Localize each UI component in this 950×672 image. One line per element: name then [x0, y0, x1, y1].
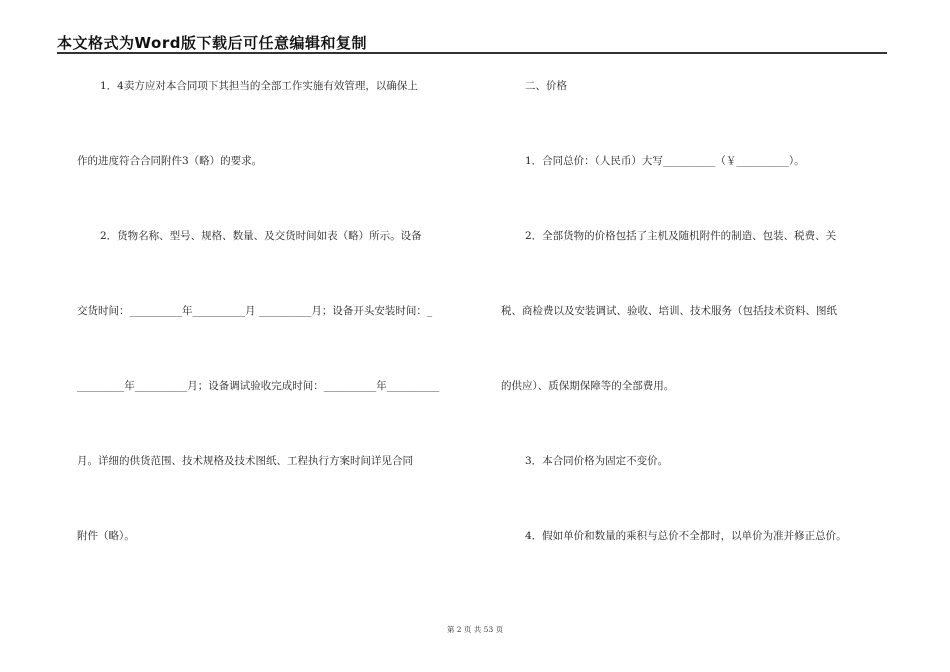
left-line-2: 作的进度符合合同附件3（略）的要求。 — [77, 155, 263, 167]
left-line-4: 交货时间：__________年__________月 __________月；设备开头安装时间：_ — [77, 305, 433, 317]
right-line-1: 二、价格 — [525, 80, 567, 92]
left-line-7: 附件（略）。 — [77, 530, 135, 542]
document-header-title: 本文格式为Word版下载后可任意编辑和复制 — [57, 34, 367, 52]
page-number: 第 2 页 共 53 页 — [446, 625, 504, 634]
right-line-2: 1．合同总价：（人民币）大写__________（￥__________）。 — [525, 155, 805, 167]
left-line-3: 2．货物名称、型号、规格、数量、及交货时间如表（略）所示。设备 — [100, 230, 422, 242]
left-line-6: 月。详细的供货范围、技术规格及技术图纸、工程执行方案时间详见合同 — [77, 455, 413, 467]
right-line-4: 税、商检费以及安装调试、验收、培训、技术服务（包括技术资料、图纸 — [501, 305, 837, 317]
right-line-6: 3．本合同价格为固定不变价。 — [525, 455, 669, 467]
right-line-7: 4．假如单价和数量的乘积与总价不全都时，以单价为准并修正总价。 — [525, 530, 847, 542]
header-divider — [57, 52, 887, 54]
right-line-5: 的供应）、质保期保障等的全部费用。 — [501, 380, 675, 392]
left-line-1: 1．4卖方应对本合同项下其担当的全部工作实施有效管理，以确保上 — [100, 80, 418, 92]
left-line-5: _________年__________月；设备调试验收完成时间：__________年__________ — [77, 380, 440, 392]
right-line-3: 2．全部货物的价格包括了主机及随机附件的制造、包装、税费、关 — [525, 230, 837, 242]
